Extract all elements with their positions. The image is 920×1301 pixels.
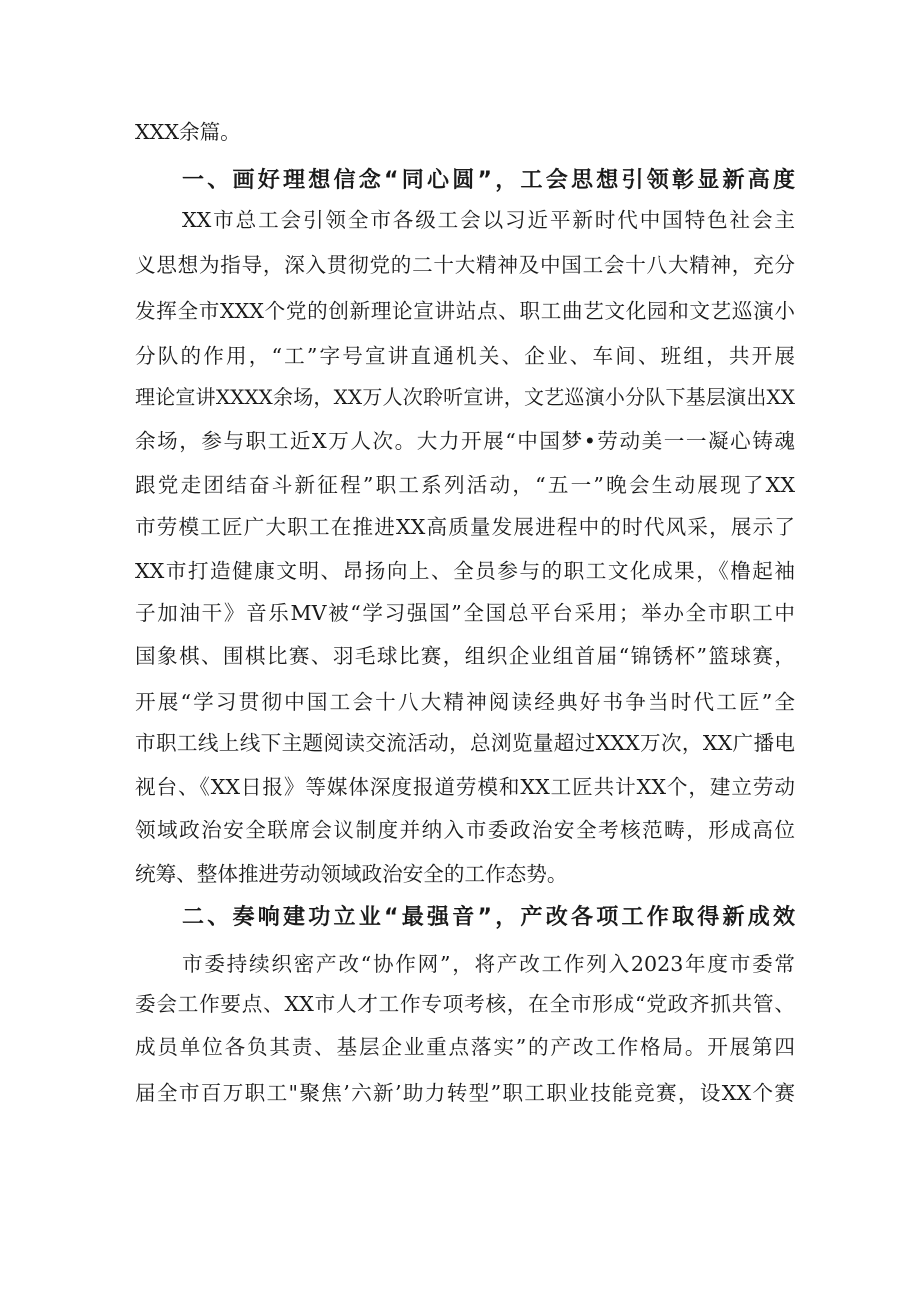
- paragraph-line: XX市打造健康文明、昂扬向上、全员参与的职工文化成果，《橹起袖: [135, 559, 795, 583]
- paragraph-line: 市委持续织密产改“协作网”，将产改工作列入2023年度市委常: [182, 952, 795, 976]
- paragraph-line: 届全市百万职工"聚焦’六新’助力转型”职工职业技能竞赛，设XX个赛: [135, 1081, 795, 1105]
- paragraph-line: 视台、《XX日报》等媒体深度报道劳模和XX工匠共计XX个，建立劳动: [135, 775, 795, 799]
- paragraph-line: 委会工作要点、XX市人才工作专项考核，在全市形成“党政齐抓共管、: [135, 992, 795, 1016]
- paragraph-line: 子加油干》音乐MV被“学习强国”全国总平台采用；举办全市职工中: [135, 601, 795, 625]
- paragraph-line: 开展“学习贯彻中国工会十八大精神阅读经典好书争当时代工匠”全: [135, 690, 795, 714]
- intro-tail-line: XXX余篇。: [135, 120, 241, 144]
- paragraph-line: 义思想为指导，深入贯彻党的二十大精神及中国工会十八大精神，充分: [135, 253, 795, 277]
- paragraph-line: 统筹、整体推进劳动领域政治安全的工作态势。: [135, 862, 568, 886]
- paragraph-line: 发挥全市XXX个党的创新理论宣讲站点、职工曲艺文化园和文艺巡演小: [135, 299, 795, 323]
- paragraph-line: 领域政治安全联席会议制度并纳入市委政治安全考核范畴，形成高位: [135, 818, 795, 842]
- section-1-heading: 一、画好理想信念“同心圆”，工会思想引领彰显新高度: [182, 168, 795, 193]
- paragraph-line: 市劳模工匠广大职工在推进XX高质量发展进程中的时代风采，展示了: [135, 515, 795, 539]
- paragraph-line: 成员单位各负其责、基层企业重点落实”的产改工作格局。开展第四: [135, 1035, 795, 1059]
- paragraph-line: 理论宣讲XXXX余场，XX万人次聆听宣讲，文艺巡演小分队下基层演出XX: [135, 385, 795, 409]
- paragraph-line: 分队的作用，“工”字号宣讲直通机关、企业、车间、班组，共开展: [135, 344, 795, 368]
- paragraph-line: 余场，参与职工近X万人次。大力开展“中国梦•劳动美一一凝心铸魂: [135, 429, 795, 453]
- section-2-heading: 二、奏响建功立业“最强音”，产改各项工作取得新成效: [182, 905, 795, 930]
- paragraph-line: XX市总工会引领全市各级工会以习近平新时代中国特色社会主: [182, 208, 795, 232]
- paragraph-line: 市职工线上线下主题阅读交流活动，总浏览量超过XXX万次，XX广播电: [135, 731, 795, 755]
- paragraph-line: 跟党走团结奋斗新征程”职工系列活动，“五一”晚会生动展现了XX: [135, 473, 795, 497]
- paragraph-line: 国象棋、围棋比赛、羽毛球比赛，组织企业组首届“锦锈杯”篮球赛，: [135, 644, 795, 668]
